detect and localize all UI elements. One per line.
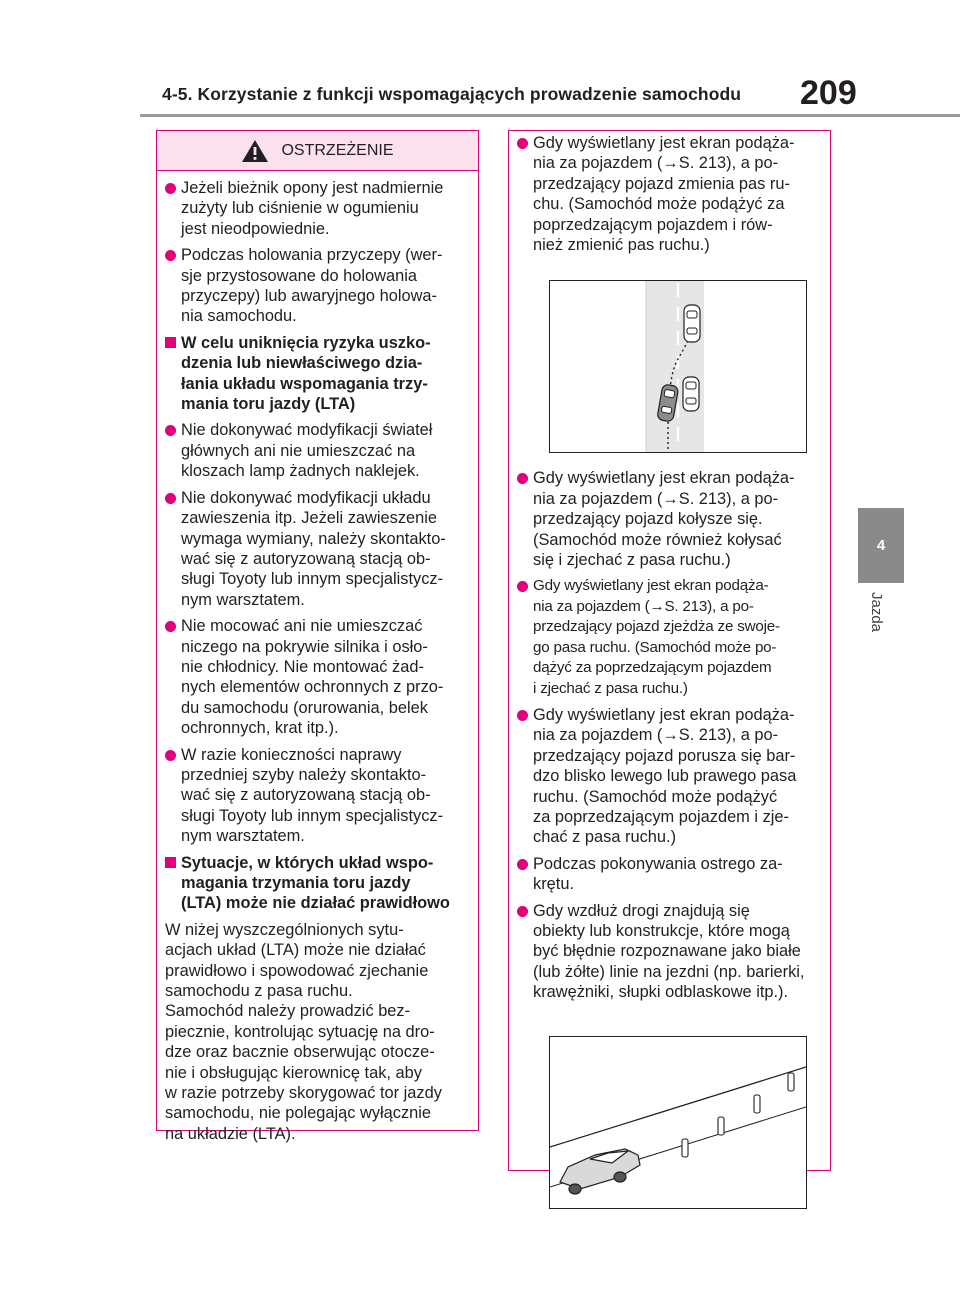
running-header-title: 4-5. Korzystanie z funkcji wspomagających prowadzenie samochodu bbox=[162, 84, 742, 104]
lead-vehicle-icon bbox=[684, 305, 700, 342]
warning-subheading: W celu uniknięcia ryzyka uszko- dzenia lub niewłaściwego dzia- łania układu wspomagania trzy- mania toru jazdy (LTA) bbox=[165, 333, 472, 415]
bullet-dot-icon bbox=[165, 493, 176, 504]
warning-item: Gdy wyświetlany jest ekran podąża- nia za pojazdem (→S. 213), a po- przedzający pojazd zjeżdża ze swoje- go pasa ruchu. (Samochód może po- dążyć za poprzedzającym pojazdem i zjechać z pasa ruchu.) bbox=[517, 576, 824, 698]
bullet-square-icon bbox=[165, 337, 176, 348]
bullet-square-icon bbox=[165, 857, 176, 868]
warning-item: Jeżeli bieżnik opony jest nadmiernie zużyty lub ciśnienie w ogumieniu jest nieodpowiednie. bbox=[165, 178, 472, 239]
continuation-body bbox=[509, 131, 830, 1214]
warning-continuation-box bbox=[508, 130, 831, 1171]
warning-item: Podczas pokonywania ostrego za- krętu. bbox=[517, 854, 824, 895]
roadside-posts-illustration bbox=[549, 1036, 807, 1209]
warning-item: Gdy wyświetlany jest ekran podąża- nia za pojazdem (→S. 213), a po- przedzający pojazd porusza się bar- dzo blisko lewego lub prawego pasa ruchu. (Samochód może podążyć za poprzedzającym pojazdem i zje- chać z pasa ruchu.) bbox=[517, 705, 824, 848]
bullet-dot-icon bbox=[517, 581, 528, 592]
bullet-dot-icon bbox=[165, 425, 176, 436]
adjacent-vehicle-icon bbox=[683, 377, 699, 411]
chapter-label: Jazda bbox=[868, 592, 885, 633]
warning-item: Gdy wzdłuż drogi znajdują się obiekty lub konstrukcje, które mogą być błędnie rozpoznawane jako białe (lub żółte) linie na jezdni (np. barierki, krawężniki, słupki odblaskowe itp.). bbox=[517, 901, 824, 1003]
bullet-dot-icon bbox=[517, 906, 528, 917]
lane-change-illustration bbox=[549, 280, 807, 453]
bullet-dot-icon bbox=[165, 183, 176, 194]
warning-body bbox=[157, 171, 478, 1144]
warning-paragraph: W niżej wyszczególnionych sytu- acjach układ (LTA) może nie działać prawidłowo i spowodować zjechanie samochodu z pasa ruchu. Samochód należy prowadzić bez- piecznie, kontrolując sytuację na dro- dze oraz bacznie obserwując otocze- nie i obsługując kierownicę tak, aby w razie potrzeby skorygować tor jazdy samochodu, nie polegając wyłącznie na układzie (LTA). bbox=[165, 920, 442, 1143]
warning-subheading: Sytuacje, w których układ wspo- magania trzymania toru jazdy (LTA) może nie działać prawidłowo bbox=[165, 853, 472, 914]
warning-triangle-icon bbox=[241, 139, 269, 163]
chapter-tab: 4 bbox=[858, 508, 904, 583]
bullet-dot-icon bbox=[165, 621, 176, 632]
warning-title: OSTRZEŻENIE bbox=[281, 141, 394, 159]
warning-item: Gdy wyświetlany jest ekran podąża- nia za pojazdem (→S. 213), a po- przedzający pojazd zmienia pas ru- chu. (Samochód może podążyć za poprzedzającym pojazdem i rów- nież zmienić pas ruchu.) bbox=[517, 133, 824, 255]
bullet-dot-icon bbox=[165, 750, 176, 761]
warning-item: Nie dokonywać modyfikacji układu zawieszenia itp. Jeżeli zawieszenie wymaga wymiany, należy skontakto- wać się z autoryzowaną stacją ob- sługi Toyoty lub innym specjalistycz- nym warsztatem. bbox=[165, 488, 472, 610]
bullet-dot-icon bbox=[517, 473, 528, 484]
bullet-dot-icon bbox=[165, 250, 176, 261]
warning-header bbox=[157, 131, 478, 171]
warning-item: Podczas holowania przyczepy (wer- sje przystosowane do holowania przyczepy) lub awaryjnego holowa- nia samochodu. bbox=[165, 245, 472, 327]
warning-item: Gdy wyświetlany jest ekran podąża- nia za pojazdem (→S. 213), a po- przedzający pojazd kołysze się. (Samochód może również kołysać się i zjechać z pasa ruchu.) bbox=[517, 468, 824, 570]
warning-item: W razie konieczności naprawy przedniej szyby należy skontakto- wać się z autoryzowaną stacją ob- sługi Toyoty lub innym specjalistycz- nym warsztatem. bbox=[165, 745, 472, 847]
bullet-dot-icon bbox=[517, 710, 528, 721]
warning-item: Nie mocować ani nie umieszczać niczego na pokrywie silnika i osło- nie chłodnicy. Nie montować żad- nych elementów ochronnych z przo- du samochodu (orurowania, belek ochronnych, krat itp.). bbox=[165, 616, 472, 738]
warning-item: Nie dokonywać modyfikacji świateł głównych ani nie umieszczać na kloszach lamp żadnych naklejek. bbox=[165, 420, 472, 481]
header-divider bbox=[140, 114, 960, 117]
bullet-dot-icon bbox=[517, 859, 528, 870]
bullet-dot-icon bbox=[517, 138, 528, 149]
page-number: 209 bbox=[800, 74, 857, 112]
warning-box bbox=[156, 130, 479, 1143]
